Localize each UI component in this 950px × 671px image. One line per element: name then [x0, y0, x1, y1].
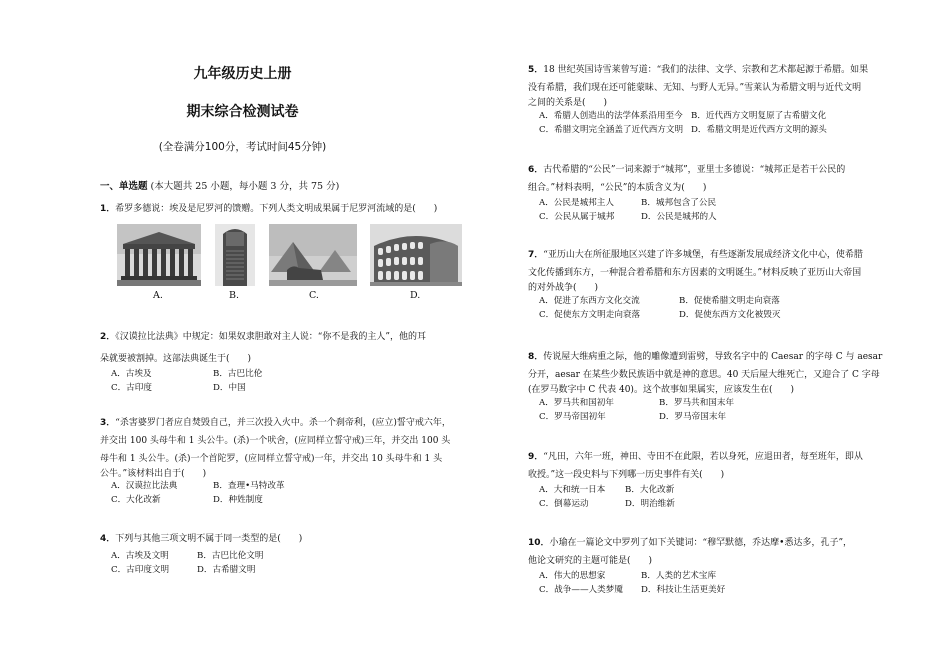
question-number: 10． [528, 538, 550, 548]
option-d[interactable]: D．科技让生活更美好 [641, 584, 726, 595]
options [528, 397, 903, 424]
question-1-images [117, 224, 462, 304]
question-text: “凡田，六年一班，神田、寺田不在此限，若以身死，应退田者，每至班年，即从 [543, 452, 863, 462]
option-b[interactable]: B．查理•马特改革 [213, 481, 285, 491]
question-text: 并交出 100 头母牛和 1 头公牛。(杀)一个吠舍，(应同样立誓守戒)三年，并交出 100 头 [100, 436, 451, 446]
option-b[interactable]: B．大化改新 [625, 485, 675, 495]
option-b[interactable]: B．古巴比伦文明 [197, 551, 264, 561]
option-b[interactable]: B．古巴比伦 [213, 369, 263, 379]
option-c[interactable]: C．大化改新 [111, 494, 161, 505]
question-text: 传说屋大维病重之际，他的雕像遭到雷劈，导致名字中的 Caesar 的字母 C 与 aesar [543, 352, 883, 362]
options [100, 368, 475, 395]
question-10 [528, 534, 903, 597]
option-d[interactable]: D．希腊文明是近代西方文明的源头 [691, 124, 827, 135]
option-d[interactable]: D．公民是城邦的人 [641, 211, 717, 222]
question-text: 朵就要被割掉。这部法典诞生于( ) [100, 354, 252, 364]
question-7 [528, 246, 903, 322]
question-number: 7． [528, 250, 544, 260]
option-c[interactable]: C．古印度 [111, 382, 152, 393]
question-text: 文化传播到东方，一种混合着希腊和东方因素的文明诞生。”材料反映了亚历山大帝国 [528, 268, 862, 278]
question-text: 18 世纪英国诗雪莱曾写道：“我们的法律、文学、宗教和艺术都起源于希腊。如果 [543, 65, 869, 75]
option-c[interactable]: C．战争——人类梦魇 [539, 584, 623, 595]
option-d[interactable]: D．罗马帝国末年 [659, 411, 727, 422]
page-subtitle: 期末综合检测试卷 [186, 104, 299, 120]
colosseum-image [370, 224, 462, 286]
option-b[interactable]: B．近代西方文明复原了古希腊文化 [691, 111, 827, 121]
option-c[interactable]: C．倒幕运动 [539, 498, 589, 509]
question-text: 收授。”这一段史料与下列哪一历史事件有关( ) [528, 470, 725, 480]
option-a[interactable]: A．伟大的思想家 [539, 571, 606, 581]
question-number: 3． [100, 418, 116, 428]
question-2 [100, 328, 475, 395]
option-c[interactable]: C．古印度文明 [111, 564, 170, 575]
option-a[interactable]: A．古埃及 [111, 369, 152, 379]
question-6 [528, 161, 903, 224]
option-c[interactable]: C．罗马帝国初年 [539, 411, 606, 422]
option-a-label: A. [153, 290, 163, 301]
question-text: 小瑜在一篇论文中罗列了如下关键词：“穆罕默德，乔达摩•悉达多，孔子”， [549, 538, 853, 548]
question-5 [528, 61, 903, 137]
question-text: 希罗多德说：埃及是尼罗河的馈赠。下列人类文明成果属于尼罗河流域的是( ) [115, 204, 438, 214]
option-c-label: C. [309, 290, 319, 301]
options [100, 550, 475, 577]
pyramids-image [269, 224, 357, 286]
question-text: 组合。”材料表明，“公民”的本质含义为( ) [528, 183, 707, 193]
question-text: 母牛和 1 头公牛。(杀)一个首陀罗，(应同样立誓守戒)一年，并交出 10 头母牛和 1 头 [100, 454, 443, 464]
option-b[interactable]: B．城邦包含了公民 [641, 198, 717, 208]
question-text: (在罗马数字中 C 代表 40)。这个故事如果属实，应该发生在( ) [528, 385, 794, 395]
question-text: 下列与其他三项文明不属于同一类型的是( ) [115, 534, 303, 544]
question-text: 公牛。”该材料出自于( ) [100, 469, 207, 479]
question-number: 2． [100, 332, 116, 342]
question-3 [100, 414, 475, 507]
option-a[interactable]: A．希腊人创造出的法学体系沿用至今 [539, 111, 683, 121]
section-desc: (本大题共 25 小题，每小题 3 分，共 75 分) [150, 181, 340, 192]
option-d[interactable]: D．明治维新 [625, 498, 675, 509]
option-b-label: B. [229, 290, 240, 301]
parthenon-image [117, 224, 201, 286]
question-number: 4． [100, 534, 116, 544]
section-heading [100, 178, 339, 192]
question-number: 5． [528, 65, 544, 75]
option-d-label: D. [410, 290, 421, 301]
option-b[interactable]: B．促使希腊文明走向衰落 [679, 296, 780, 306]
option-a[interactable]: A．公民是城邦主人 [539, 198, 614, 208]
option-a[interactable]: A．汉谟拉比法典 [111, 481, 178, 491]
question-text: 没有希腊，我们现在还可能蒙昧、无知、与野人无异。”雪莱认为希腊文明与近代文明 [528, 83, 862, 93]
option-c[interactable]: C．促使东方文明走向衰落 [539, 309, 641, 320]
hammurabi-stele-image [215, 224, 255, 286]
question-8 [528, 348, 903, 424]
option-c[interactable]: C．公民从属于城邦 [539, 211, 615, 222]
question-1 [100, 200, 475, 218]
options [528, 295, 903, 322]
question-text: 他论文研究的主题可能是( ) [528, 556, 653, 566]
question-text: 之间的关系是( ) [528, 98, 608, 108]
section-label: 一、单选题 [100, 181, 148, 192]
option-a[interactable]: A．大和统一日本 [539, 485, 606, 495]
options [528, 484, 903, 511]
question-4 [100, 530, 475, 577]
option-b[interactable]: B．人类的艺术宝库 [641, 571, 717, 581]
option-d[interactable]: D．中国 [213, 382, 246, 393]
option-b[interactable]: B．罗马共和国末年 [659, 398, 735, 408]
question-text: 《汉谟拉比法典》中规定：如果奴隶胆敢对主人说：“你不是我的主人”，他的耳 [115, 332, 426, 342]
options [528, 570, 903, 597]
question-text: 古代希腊的“公民”一词来源于“城邦”，亚里士多德说：“城邦正是若干公民的 [543, 165, 846, 175]
question-text: “亚历山大在所征服地区兴建了许多城堡，有些逐渐发展成经济文化中心，使希腊 [543, 250, 863, 260]
options [528, 110, 903, 137]
options [100, 480, 475, 507]
option-d[interactable]: D．促使东西方文化被毁灭 [679, 309, 781, 320]
page-title: 九年级历史上册 [193, 66, 292, 82]
exam-note: (全卷满分100分，考试时间45分钟) [158, 141, 327, 153]
question-text: 的对外战争( ) [528, 283, 599, 293]
question-number: 6． [528, 165, 544, 175]
question-number: 8． [528, 352, 544, 362]
options [528, 197, 903, 224]
option-d[interactable]: D．种姓制度 [213, 494, 263, 505]
question-number: 1． [100, 204, 116, 214]
option-a[interactable]: A．罗马共和国初年 [539, 398, 614, 408]
question-9 [528, 448, 903, 511]
question-number: 9． [528, 452, 544, 462]
option-d[interactable]: D．古希腊文明 [197, 564, 256, 575]
question-text: 分开，aesar 在某些少数民族语中就是神的意思。40 天后屋大维死亡，又迎合了 C 字母 [528, 370, 880, 380]
question-text: “杀害婆罗门者应自焚毁自己，并三次投入火中。杀一个刹帝利，(应立)誓守戒六年， [115, 418, 451, 428]
option-a[interactable]: A．促进了东西方文化交流 [539, 296, 640, 306]
option-c[interactable]: C．希腊文明完全涵盖了近代西方文明 [539, 124, 684, 135]
option-a[interactable]: A．古埃及文明 [111, 551, 169, 561]
